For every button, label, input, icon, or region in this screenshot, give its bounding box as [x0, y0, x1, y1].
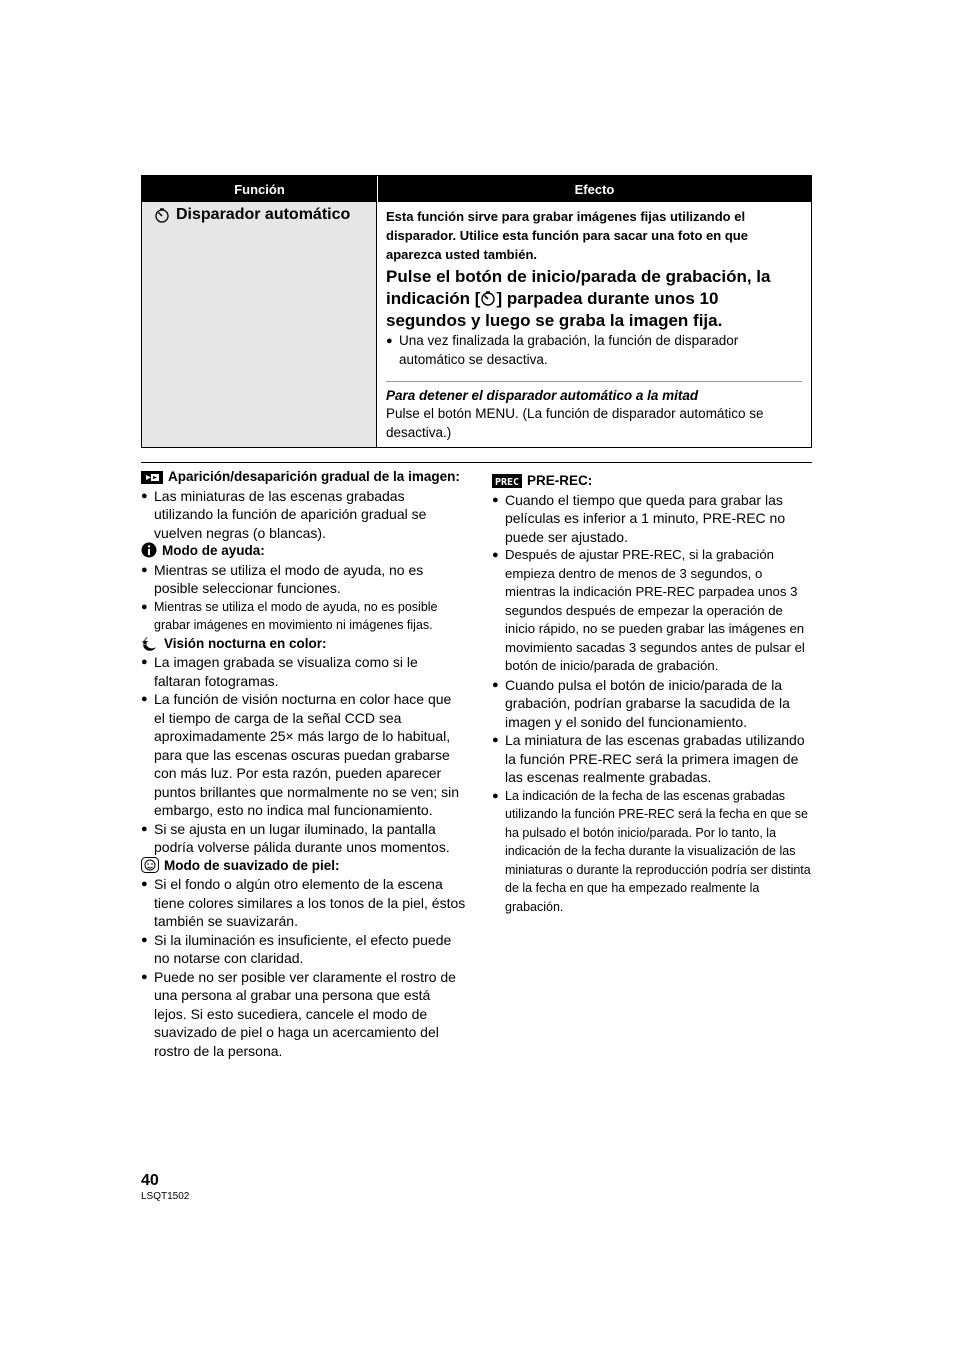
- list-item-text: Si el fondo o algún otro elemento de la escena tiene colores similares a los tonos de la piel, éstos también se suavizarán.: [154, 876, 466, 929]
- list-item-text: Después de ajustar PRE-REC, si la grabación empieza dentro de menos de 3 segundos, o mientras la indicación PRE-REC parpadea unos 3 segundos después de empezar la operación de inicio rápido, no se pueden grabar las imágenes en movimiento sacadas 3 segundos antes de pulsar el botón de inicio/parada de grabación.: [505, 547, 805, 673]
- effect-note: [386, 332, 802, 369]
- list-item-text: La imagen grabada se visualiza como si le faltaran fotogramas.: [154, 654, 418, 689]
- note-text: Una vez finalizada la grabación, la función de disparador automático se desactiva.: [399, 333, 739, 367]
- bullet-icon: ●: [141, 600, 148, 613]
- list-item: [492, 731, 814, 787]
- bullet-icon: ●: [492, 493, 499, 506]
- list-item-text: Las miniaturas de las escenas grabadas utilizando la función de aparición gradual se vuelven negras (o blancas).: [154, 487, 427, 541]
- list-item: [141, 875, 466, 931]
- bullet-icon: ●: [386, 335, 393, 347]
- list-item-text: La indicación de la fecha de las escenas grabadas utilizando la función PRE-REC será la fecha en que se ha pulsado el botón inicio/parada. Por lo tanto, la indicación de la fecha durante la visualización de las miniaturas o durante la reproducción podría ser distinta de la fecha en que ha empezado realmente la grabación.: [505, 788, 811, 914]
- bullet-icon: ●: [141, 933, 148, 946]
- night-heading-text: Visión nocturna en color:: [164, 635, 327, 651]
- fade-heading-text: Aparición/desaparición gradual de la imagen:: [168, 469, 460, 484]
- bullet-icon: ●: [141, 656, 148, 668]
- help-heading-text: Modo de ayuda:: [162, 543, 265, 558]
- left-column: [141, 468, 466, 1060]
- night-vision-icon: [141, 635, 159, 651]
- fade-icon: [141, 471, 163, 484]
- list-item-text: Si se ajusta en un lugar iluminado, la pantalla podría volverse pálida durante unos momentos.: [154, 820, 450, 855]
- list-item-text: Puede no ser posible ver claramente el rostro de una persona al grabar una persona que está lejos. Si esto sucediera, cancele el modo de suavizado de piel o haga un acercamiento del rostro de la persona.: [154, 968, 456, 1059]
- effect-cell: [377, 202, 811, 447]
- prerec-heading: [492, 472, 814, 491]
- header-funcion: Función: [142, 176, 378, 202]
- help-heading: [141, 542, 466, 561]
- section-divider: [141, 462, 812, 463]
- list-item: [141, 598, 466, 635]
- skin-mode-icon: [141, 857, 159, 873]
- function-cell: [142, 202, 377, 447]
- list-item: [141, 968, 466, 1061]
- prerec-icon: [492, 474, 522, 488]
- self-timer-icon: [154, 207, 170, 223]
- list-item: [141, 561, 466, 598]
- list-item: [492, 491, 814, 547]
- bullet-icon: ●: [492, 549, 499, 561]
- prerec-heading-text: PRE-REC:: [527, 473, 593, 488]
- help-mode-icon: [141, 542, 157, 558]
- night-heading: [141, 635, 466, 654]
- prerec-icon-text: PREC: [494, 477, 520, 488]
- list-item-text: Mientras se utiliza el modo de ayuda, no es posible grabar imágenes en movimiento ni imágenes fijas.: [154, 599, 438, 632]
- instruction-part1: Pulse el botón de inicio/parada de grabación, la indicación [: [386, 267, 771, 308]
- bullet-icon: ●: [492, 678, 499, 691]
- table-header: [142, 176, 811, 202]
- bullet-icon: ●: [141, 878, 148, 890]
- list-item-text: La función de visión nocturna en color hace que el tiempo de carga de la señal CCD sea aproximadamente 25× más largo de lo habitual, para que las escenas oscuras puedan grabarse con más luz. Por esta razón, pueden aparecer puntos brillantes que normalmente no se ven; sin embargo, esto no indica mal funcionamiento.: [154, 691, 460, 818]
- bullet-icon: ●: [141, 489, 148, 502]
- table-row: [142, 202, 811, 447]
- bullet-icon: ●: [492, 789, 499, 802]
- bullet-icon: ●: [141, 822, 148, 835]
- divider: [386, 381, 802, 382]
- list-item: [141, 653, 466, 690]
- function-table: [141, 175, 812, 448]
- right-column: [492, 472, 814, 916]
- list-item: [492, 546, 814, 676]
- bullet-icon: ●: [141, 970, 148, 983]
- effect-intro: Esta función sirve para grabar imágenes fijas utilizando el disparador. Utilice esta función para sacar una foto en que aparezca usted también.: [386, 209, 748, 262]
- fade-heading: [141, 468, 466, 487]
- bullet-icon: ●: [141, 693, 148, 705]
- bullet-icon: ●: [492, 734, 499, 746]
- list-item-text: Cuando pulsa el botón de inicio/parada de la grabación, podrían grabarse la sacudida de la imagen y el sonido del funcionamiento.: [505, 676, 790, 730]
- list-item: [492, 787, 814, 917]
- list-item-text: La miniatura de las escenas grabadas utilizando la función PRE-REC será la primera imagen de las escenas realmente grabadas.: [505, 732, 805, 785]
- list-item-text: Si la iluminación es insuficiente, el efecto puede no notarse con claridad.: [154, 931, 452, 966]
- self-timer-icon: [480, 290, 496, 306]
- skin-heading: [141, 857, 466, 876]
- bullet-icon: ●: [141, 563, 148, 576]
- list-item: [141, 820, 466, 857]
- list-item: [141, 690, 466, 820]
- list-item: [141, 931, 466, 968]
- list-item: [492, 676, 814, 732]
- effect-instruction: [386, 266, 802, 332]
- instruction-part2: ] parpadea durante unos 10 segundos y luego se graba la imagen fija.: [386, 289, 723, 330]
- skin-heading-text: Modo de suavizado de piel:: [164, 857, 340, 873]
- header-efecto: Efecto: [574, 181, 615, 197]
- function-name: Disparador automático: [176, 206, 351, 223]
- stop-text: Pulse el botón MENU. (La función de disparador automático se desactiva.): [386, 406, 764, 440]
- document-code: LSQT1502: [141, 1191, 190, 1202]
- list-item-text: Mientras se utiliza el modo de ayuda, no es posible seleccionar funciones.: [154, 561, 424, 596]
- function-title: [154, 206, 370, 224]
- page-number: 40: [141, 1172, 159, 1189]
- list-item: [141, 487, 466, 543]
- list-item-text: Cuando el tiempo que queda para grabar las películas es inferior a 1 minuto, PRE-REC no puede ser ajustado.: [505, 491, 786, 545]
- stop-heading: Para detener el disparador automático a la mitad: [386, 388, 699, 403]
